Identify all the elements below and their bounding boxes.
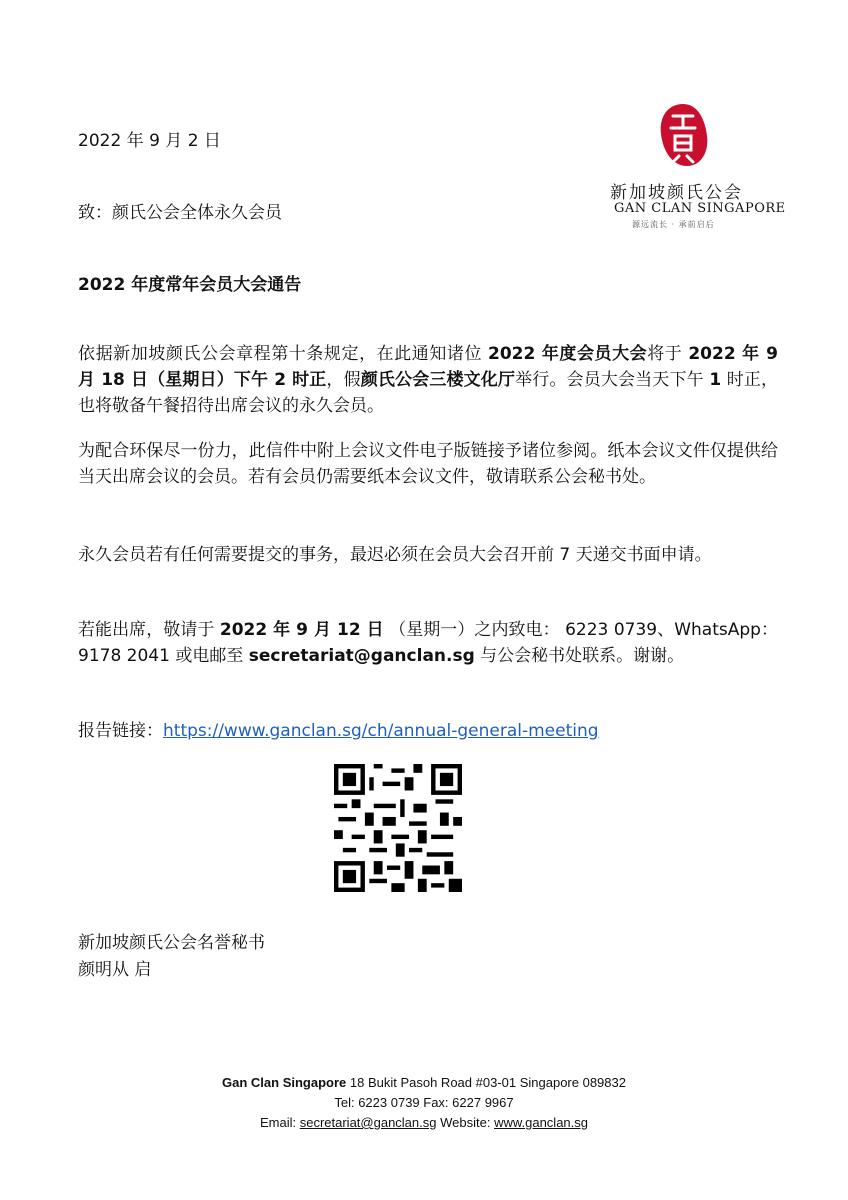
letter-recipient: 致：颜氏公会全体永久会员 (78, 203, 282, 223)
paragraph-rsvp: 若能出席，敬请于 2022 年 9 月 12 日 （星期一）之内致电： 6223 0739、WhatsApp： 9178 2041 或电邮至 secretariat@ganclan.sg 与公会秘书处联系。谢谢。 (78, 620, 778, 666)
qr-code-icon (334, 764, 462, 892)
signature-name: 颜明从 启 (78, 960, 152, 980)
signature-title: 新加坡颜氏公会名誉秘书 (78, 933, 265, 953)
footer-contact: Email: secretariat@ganclan.sg Website: www.ganclan.sg (259, 1115, 589, 1130)
paragraph-meeting-details: 依据新加坡颜氏公会章程第十条规定，在此通知诸位 2022 年度会员大会将于 2022 年 9 月 18 日（星期日）下午 2 时正，假颜氏公会三楼文化厅举行。会员大会当天下午 1 时正，也将敬备午餐招待出席会议的永久会员。 (78, 344, 779, 416)
report-link-line (78, 716, 599, 741)
letter-title: 2022 年度常年会员大会通告 (78, 275, 302, 295)
footer-email-link[interactable]: secretariat@ganclan.sg (299, 1115, 437, 1130)
seal-icon (653, 100, 713, 170)
letter-date: 2022 年 9 月 2 日 (78, 131, 221, 151)
report-link[interactable]: https://www.ganclan.sg/ch/annual-general-meeting (163, 721, 599, 741)
footer-org: Gan Clan Singapore (222, 1075, 347, 1090)
logo-chinese-name: 新加坡颜氏公会 (610, 183, 743, 203)
logo-english-name: GAN CLAN SINGAPORE (614, 201, 786, 216)
footer-phones: Tel: 6223 0739 Fax: 6227 9967 (334, 1095, 514, 1110)
paragraph-documents: 为配合环保尽一份力，此信件中附上会议文件电子版链接予诸位参阅。纸本会议文件仅提供给当天出席会议的会员。若有会员仍需要纸本会议文件，敬请联系公会秘书处。 (78, 441, 778, 487)
footer-website-link[interactable]: www.ganclan.sg (494, 1115, 589, 1130)
footer-address: Gan Clan Singapore 18 Bukit Pasoh Road #03-01 Singapore 089832 (222, 1075, 626, 1090)
report-label: 报告链接： (78, 721, 163, 741)
logo-motto: 源远流长 · 承前启后 (632, 220, 715, 229)
paragraph-submissions: 永久会员若有任何需要提交的事务，最迟必须在会员大会召开前 7 天递交书面申请。 (78, 545, 712, 565)
